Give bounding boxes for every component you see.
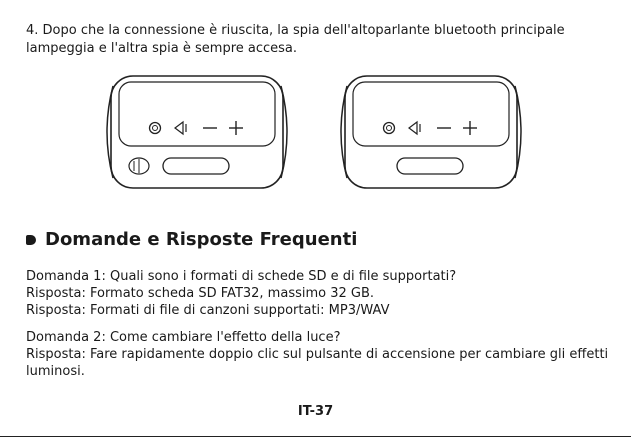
step-4-instruction: 4. Dopo che la connessione è riuscita, la spia dell'altoparlante bluetooth principale lampeggia e l'altra spia è sempre accesa. (26, 23, 565, 56)
speaker-illustration-secondary (331, 72, 531, 192)
previous-icon (175, 122, 183, 134)
page-number: IT-37 (297, 404, 334, 419)
faq-heading (26, 228, 357, 252)
bullet-icon (26, 235, 36, 245)
power-icon (150, 123, 161, 134)
faq-question: Domanda 1: Quali sono i formati di schede SD e di file supportati? (26, 269, 457, 284)
faq-answer: Risposta: Fare rapidamente doppio clic sul pulsante di accensione per cambiare gli effetti luminosi. (26, 347, 609, 379)
previous-icon (409, 122, 417, 134)
faq-question: Domanda 2: Come cambiare l'effetto della luce? (26, 330, 341, 345)
bottom-divider (0, 436, 631, 437)
faq-answer: Risposta: Formati di file di canzoni supportati: MP3/WAV (26, 303, 390, 318)
speaker-illustration-main (97, 72, 297, 192)
faq-heading-text: Domande e Risposte Frequenti (45, 229, 358, 250)
power-icon (384, 123, 395, 134)
faq-item-2 (26, 329, 616, 380)
faq-item-1 (26, 268, 616, 319)
faq-answer: Risposta: Formato scheda SD FAT32, massimo 32 GB. (26, 286, 375, 301)
